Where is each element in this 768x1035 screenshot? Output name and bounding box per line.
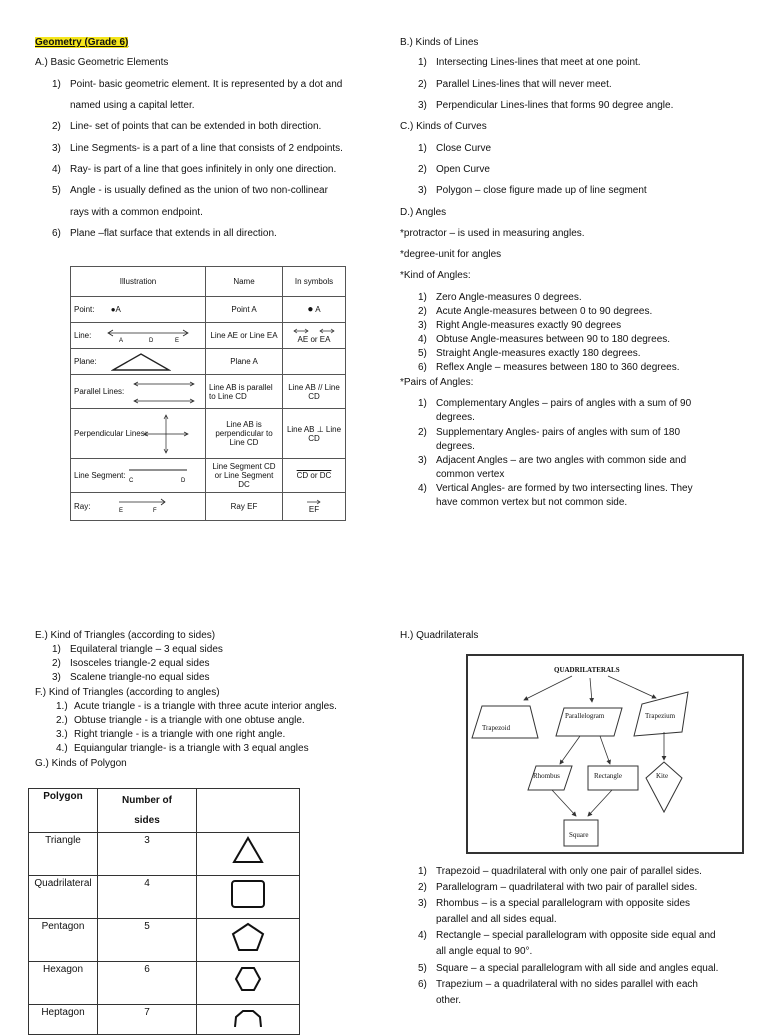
header-polygon: Polygon <box>29 789 98 833</box>
illustration-segment: Line Segment: C D <box>71 459 206 493</box>
table-row: Quadrilateral 4 <box>29 876 300 919</box>
polygon-table <box>28 788 300 1035</box>
perpendicular-lines-icon <box>141 413 191 455</box>
list-item: 6) Trapezium – a quadrilateral with no sides parallel with each <box>418 979 698 990</box>
label-rhombus: Rhombus <box>533 772 560 780</box>
svg-text:C: C <box>129 478 134 484</box>
rectangle-icon <box>229 878 267 910</box>
heptagon-shape <box>197 1005 300 1035</box>
list-item: 2) Line- set of points that can be extended in both direction. <box>52 121 322 132</box>
list-item: 3) Rhombus – is a special parallelogram with opposite sides <box>418 898 691 909</box>
list-item-cont: common vertex <box>436 469 505 480</box>
svg-text:D: D <box>181 478 186 484</box>
note-line: *degree-unit for angles <box>400 249 502 260</box>
table-row: Line: A D E Line AE or Line EA AE or EA <box>71 323 346 349</box>
plane-triangle-icon <box>111 352 171 372</box>
note-line: *protractor – is used in measuring angles. <box>400 228 585 239</box>
list-item: 1.) Acute triangle - is a triangle with three acute interior angles. <box>56 701 337 712</box>
section-b-heading: B.) Kinds of Lines <box>400 37 479 48</box>
label-square: Square <box>569 831 589 839</box>
symbol-point: ● A <box>283 297 346 323</box>
diagram-shapes <box>468 656 742 852</box>
list-item: 3) Scalene triangle-no equal sides <box>52 672 210 683</box>
quadrilateral-shape <box>197 876 300 919</box>
symbol-line: AE or EA <box>283 323 346 349</box>
list-item: 1) Intersecting Lines-lines that meet at one point. <box>418 57 641 68</box>
table-row: Hexagon 6 <box>29 962 300 1005</box>
pairs-heading: *Pairs of Angles: <box>400 377 474 388</box>
list-item: 2) Isosceles triangle-2 equal sides <box>52 658 210 669</box>
header-name: Name <box>206 267 283 297</box>
list-item: 4) Vertical Angles- are formed by two intersecting lines. They <box>418 483 693 494</box>
symbol-ray: EF <box>283 493 346 521</box>
table-row: Ray: E F Ray EF EF <box>71 493 346 521</box>
section-c-heading: C.) Kinds of Curves <box>400 121 487 132</box>
label-trapezium: Trapezium <box>645 712 676 720</box>
illustration-line: Line: A D E <box>71 323 206 349</box>
section-f-heading: F.) Kind of Triangles (according to angles) <box>35 687 220 698</box>
list-item: 1) Point- basic geometric element. It is represented by a dot and <box>52 79 343 90</box>
pentagon-shape <box>197 919 300 962</box>
list-item: 3) Polygon – close figure made up of line segment <box>418 185 647 196</box>
parallel-lines-icon <box>131 379 197 407</box>
symbol-segment: CD or DC <box>283 459 346 493</box>
list-item: 5) Square – a special parallelogram with all side and angles equal. <box>418 963 719 974</box>
list-item-cont: named using a capital letter. <box>70 100 195 111</box>
list-item-cont: degrees. <box>436 412 475 423</box>
list-item: 6) Plane –flat surface that extends in all direction. <box>52 228 277 239</box>
kite-shape <box>646 762 682 812</box>
label-trapezoid: Trapezoid <box>482 724 511 732</box>
svg-text:A: A <box>119 338 124 343</box>
list-item: 3) Adjacent Angles – are two angles with common side and <box>418 455 687 466</box>
list-item-cont: all angle equal to 90°. <box>436 946 533 957</box>
illustration-plane: Plane: <box>71 349 206 375</box>
table-row: Perpendicular Lines: Line AB is perpendicular to Line CD Line AB ⊥ Line CD <box>71 409 346 459</box>
list-item: 1) Trapezoid – quadrilateral with only one pair of parallel sides. <box>418 866 702 877</box>
list-item: 2) Open Curve <box>418 164 490 175</box>
table-row: Triangle 3 <box>29 833 300 876</box>
illustration-point: Point: ●A <box>71 297 206 323</box>
list-item: 2) Supplementary Angles- pairs of angles with sum of 180 <box>418 427 681 438</box>
list-item-cont: other. <box>436 995 462 1006</box>
list-item: 5) Straight Angle-measures exactly 180 degrees. <box>418 348 641 359</box>
header-sides: Number of sides <box>98 789 197 833</box>
list-item: 5) Angle - is usually defined as the union of two non-collinear <box>52 185 328 196</box>
ray-arrow-icon <box>117 496 169 516</box>
illustration-ray: Ray: E F <box>71 493 206 521</box>
list-item-cont: degrees. <box>436 441 475 452</box>
geometry-elements-table <box>70 266 346 521</box>
pentagon-icon <box>230 921 266 953</box>
list-item-cont: rays with a common endpoint. <box>70 207 203 218</box>
line-symbol-icon <box>292 327 336 335</box>
list-item: 4) Obtuse Angle-measures between 90 to 180 degrees. <box>418 334 671 345</box>
note-line: *Kind of Angles: <box>400 270 471 281</box>
section-e-heading: E.) Kind of Triangles (according to sides) <box>35 630 216 641</box>
header-illustration: Illustration <box>71 267 206 297</box>
page-title: Geometry (Grade 6) <box>35 37 129 48</box>
list-item: 3) Perpendicular Lines-lines that forms 90 degree angle. <box>418 100 674 111</box>
svg-text:E: E <box>119 508 124 514</box>
svg-text:F: F <box>153 508 157 514</box>
table-row: Line Segment: C D Line Segment CD or Line Segment DC CD or DC <box>71 459 346 493</box>
list-item: 1) Close Curve <box>418 143 492 154</box>
section-a-heading: A.) Basic Geometric Elements <box>35 57 169 68</box>
list-item: 2) Parallel Lines-lines that will never meet. <box>418 79 612 90</box>
table-row: Pentagon 5 <box>29 919 300 962</box>
list-item: 2) Acute Angle-measures between 0 to 90 degrees. <box>418 306 653 317</box>
list-item: 4.) Equiangular triangle- is a triangle with 3 equal angles <box>56 743 309 754</box>
list-item: 2.) Obtuse triangle - is a triangle with one obtuse angle. <box>56 715 305 726</box>
label-parallelogram: Parallelogram <box>565 712 605 720</box>
hexagon-icon <box>233 964 263 994</box>
list-item: 3) Line Segments- is a part of a line that consists of 2 endpoints. <box>52 143 343 154</box>
diagram-title: QUADRILATERALS <box>554 666 620 674</box>
triangle-shape <box>197 833 300 876</box>
list-item: 3) Right Angle-measures exactly 90 degrees <box>418 320 622 331</box>
label-kite: Kite <box>656 772 669 780</box>
svg-text:D: D <box>149 338 154 343</box>
illustration-parallel: Parallel Lines: <box>71 375 206 409</box>
table-row: Parallel Lines: Line AB is parallel to Line CD Line AB // Line CD <box>71 375 346 409</box>
heptagon-icon <box>231 1007 265 1027</box>
table-row: Plane: Plane A <box>71 349 346 375</box>
illustration-perpendicular: Perpendicular Lines: <box>71 409 206 459</box>
list-item: 1) Zero Angle-measures 0 degrees. <box>418 292 582 303</box>
list-item: 6) Reflex Angle – measures between 180 to 360 degrees. <box>418 362 680 373</box>
quadrilaterals-diagram <box>466 654 744 854</box>
list-item-cont: have common vertex but not common side. <box>436 497 628 508</box>
list-item: 4) Rectangle – special parallelogram with opposite side equal and <box>418 930 716 941</box>
table-row: Point: ●A Point A ● A <box>71 297 346 323</box>
trapezoid-shape <box>472 706 538 738</box>
line-segment-icon <box>127 465 191 487</box>
header-symbols: In symbols <box>283 267 346 297</box>
section-g-heading: G.) Kinds of Polygon <box>35 758 127 769</box>
line-arrow-icon <box>105 327 191 343</box>
triangle-icon <box>231 835 265 865</box>
section-h-heading: H.) Quadrilaterals <box>400 630 479 641</box>
label-rectangle: Rectangle <box>594 772 622 780</box>
svg-text:E: E <box>175 338 180 343</box>
table-row: Heptagon 7 <box>29 1005 300 1035</box>
list-item: 1) Equilateral triangle – 3 equal sides <box>52 644 223 655</box>
header-shape <box>197 789 300 833</box>
hexagon-shape <box>197 962 300 1005</box>
list-item: 1) Complementary Angles – pairs of angles with a sum of 90 <box>418 398 692 409</box>
list-item: 2) Parallelogram – quadrilateral with two pair of parallel sides. <box>418 882 698 893</box>
list-item: 4) Ray- is part of a line that goes infinitely in only one direction. <box>52 164 337 175</box>
list-item-cont: parallel and all sides equal. <box>436 914 557 925</box>
section-d-heading: D.) Angles <box>400 207 447 218</box>
list-item: 3.) Right triangle - is a triangle with one right angle. <box>56 729 286 740</box>
